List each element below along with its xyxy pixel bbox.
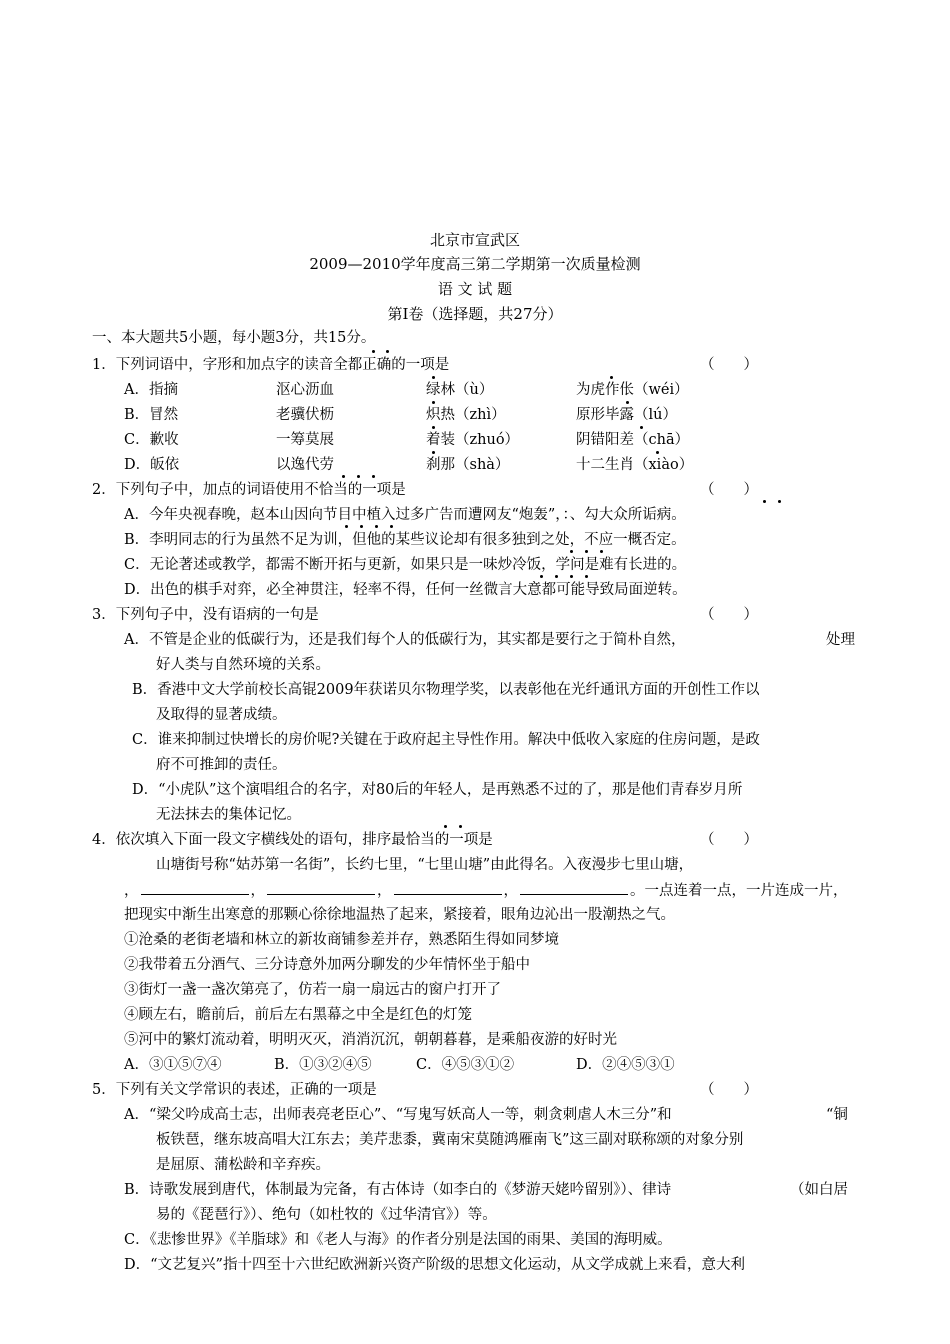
q1-option-b xyxy=(124,403,724,427)
q2-stem: 2．下列句子中，加点的词语使用不恰当的一项是 xyxy=(92,482,406,498)
option-word: 为虎作伥（wéi） xyxy=(576,382,689,398)
q3-answer-blank: （ ） xyxy=(700,607,758,623)
q5-option-a: A．“梁父吟成高士志，出师表亮老臣心”、“写鬼写妖高人一等，刺贪刺虐人木三分”和 xyxy=(124,1107,672,1123)
emphasis-dot xyxy=(432,451,435,454)
district-title: 北京市宣武区 xyxy=(429,231,520,249)
choice-b: B．①③②④⑤ xyxy=(274,1057,372,1073)
emphasis-dot xyxy=(432,426,435,429)
choice-a: A．③①⑤⑦④ xyxy=(124,1057,222,1073)
emphasis-dot xyxy=(375,525,378,528)
q4-sentence-3: ③街灯一盏一盏次第亮了，仿若一扇一扇远古的窗户打开了 xyxy=(124,982,501,998)
option-word: 刹那（shà） xyxy=(426,457,510,473)
emphasis-dot xyxy=(555,575,558,578)
emphasis-dot xyxy=(357,475,360,478)
q5-option-c: C．《悲惨世界》《羊脂球》和《老人与海》的作者分别是法国的雨果、美国的海明威。 xyxy=(124,1232,672,1248)
emphasis-dot xyxy=(386,350,389,353)
q1-stem: 1．下列词语中，字形和加点字的读音全都正确的一项是 xyxy=(92,357,450,373)
option-word: 沤心沥血 xyxy=(276,382,334,398)
q1-option-c xyxy=(124,428,724,452)
fill-blank xyxy=(394,878,502,895)
q5-answer-blank: （ ） xyxy=(700,1082,758,1098)
emphasis-dot xyxy=(585,550,588,553)
emphasis-dot xyxy=(432,401,435,404)
q3-option-d-cont: 无法抹去的集体记忆。 xyxy=(156,807,301,823)
option-label: C．歉收 xyxy=(124,432,179,448)
emphasis-dot xyxy=(600,550,603,553)
q3-option-a: A．不管是企业的低碳行为，还是我们每个人的低碳行为，其实都是要行之于简朴自然， xyxy=(124,632,686,648)
q4-sentence-5: ⑤河中的繁灯流动着，明明灭灭，消消沉沉，朝朝暮暮，是乘船夜游的好时光 xyxy=(124,1032,617,1048)
q4-sentence-1: ①沧桑的老街老墙和林立的新妆商铺参差并存，熟悉陌生得如同梦境 xyxy=(124,932,559,948)
q2-option-c: C．无论著述或教学，都需不断开拓与更新，如果只是一味炒冷饭，学问是难有长进的。 xyxy=(124,557,687,573)
q1-option-d xyxy=(124,453,724,477)
emphasis-dot xyxy=(763,500,766,503)
punct: ， xyxy=(503,883,518,899)
q5-option-b: B．诗歌发展到唐代，体制最为完备，有古体诗（如李白的《梦游天姥吟留别》）、律诗 xyxy=(124,1182,672,1198)
q5-option-a-cont2: 是屈原、蒲松龄和辛弃疾。 xyxy=(156,1157,330,1173)
q3-option-c-cont: 府不可推卸的责任。 xyxy=(156,757,287,773)
passage-text: 。一点连着一点，一片连成一片， xyxy=(630,883,848,899)
emphasis-dot xyxy=(570,575,573,578)
q5-option-a-tail: “铜 xyxy=(826,1107,848,1123)
option-label: B．冒然 xyxy=(124,407,179,423)
q1-answer-blank: （ ） xyxy=(700,357,758,373)
q3-option-b: B．香港中文大学前校长高锟2009年获诺贝尔物理学奖，以表彰他在光纤通讯方面的开创性工作以 xyxy=(132,682,760,698)
q4-passage-line1: 山塘街号称“姑苏第一名街”，长约七里，“七里山塘”由此得名。入夜漫步七里山塘， xyxy=(156,857,694,873)
emphasis-dot xyxy=(432,376,435,379)
option-label: D．皈依 xyxy=(124,457,180,473)
emphasis-dot xyxy=(360,525,363,528)
choice-d: D．②④⑤③① xyxy=(576,1057,675,1073)
punct: ， xyxy=(250,883,265,899)
option-word: 老骥伏枥 xyxy=(276,407,334,423)
q2-option-a: A．今年央视春晚，赵本山因向节目中植入过多广告而遭网友“炮轰”，：、勾大众所诟病。 xyxy=(124,507,686,523)
q3-option-b-cont: 及取得的显著成绩。 xyxy=(156,707,287,723)
q3-option-a-tail: 处理 xyxy=(826,632,855,648)
q2-option-d: D．出色的棋手对弈，必全神贯注，轻率不得，任何一丝微言大意都可能导致局面逆转。 xyxy=(124,582,687,598)
q4-sentence-2: ②我带着五分酒气、三分诗意外加两分聊发的少年情怀坐于船中 xyxy=(124,957,530,973)
emphasis-dot xyxy=(778,500,781,503)
q5-option-b-tail: （如白居 xyxy=(790,1182,848,1198)
fill-blank xyxy=(141,878,249,895)
emphasis-dot xyxy=(372,475,375,478)
option-word: 十二生肖（xiào） xyxy=(576,457,694,473)
fill-blank xyxy=(520,878,628,895)
option-word: 一筹莫展 xyxy=(276,432,334,448)
emphasis-dot xyxy=(372,350,375,353)
emphasis-dot xyxy=(610,376,613,379)
q4-answer-blank: （ ） xyxy=(700,832,758,848)
emphasis-dot xyxy=(342,475,345,478)
option-word: 以逸代劳 xyxy=(276,457,334,473)
subject-title: 语 文 试 题 xyxy=(437,280,513,298)
q5-option-b-cont: 易的《琵琶行》）、绝句（如杜牧的《过华清官》）等。 xyxy=(156,1207,497,1223)
q4-passage-line2 xyxy=(124,878,848,903)
emphasis-dot xyxy=(585,575,588,578)
volume-title: 第Ⅰ卷（选择题，共27分） xyxy=(387,305,563,323)
q3-option-c: C．谁来抑制过快增长的房价呢?关键在于政府起主导性作用。解决中低收入家庭的住房问题，是政 xyxy=(132,732,760,748)
option-word: 着装（zhuó） xyxy=(426,432,520,448)
q3-option-a-cont: 好人类与自然环境的关系。 xyxy=(156,657,330,673)
fill-blank xyxy=(267,878,375,895)
emphasis-dot xyxy=(444,825,447,828)
q3-option-d: D．“小虎队”这个演唱组合的名字，对80后的年轻人，是再熟悉不过的了，那是他们青春岁月所 xyxy=(132,782,743,798)
emphasis-dot xyxy=(459,825,462,828)
emphasis-dot xyxy=(626,401,629,404)
q5-option-d: D．“文艺复兴”指十四至十六世纪欧洲新兴资产阶级的思想文化运动，从文学成就上来看，意大利 xyxy=(124,1257,745,1273)
emphasis-dot xyxy=(640,426,643,429)
q3-stem: 3．下列句子中，没有语病的一句是 xyxy=(92,607,319,623)
option-word: 原形毕露（lú） xyxy=(576,407,677,423)
option-word: 阴错阳差（chā） xyxy=(576,432,690,448)
q1-option-a xyxy=(124,378,724,402)
option-word: 炽热（zhì） xyxy=(426,407,506,423)
q4-passage-line3: 把现实中渐生出寒意的那颗心徐徐地温热了起来，紧接着，眼角边沁出一股潮热之气。 xyxy=(124,907,675,923)
q2-option-b: B．李明同志的行为虽然不足为训，但他的某些议论却有很多独到之处，不应一概否定。 xyxy=(124,532,686,548)
q4-sentence-4: ④顾左右，瞻前后，前后左右黑幕之中全是红色的灯笼 xyxy=(124,1007,472,1023)
q2-answer-blank: （ ） xyxy=(700,482,758,498)
option-label: A．指摘 xyxy=(124,382,178,398)
section-heading: 一、本大题共5小题，每小题3分，共15分。 xyxy=(92,330,376,346)
emphasis-dot xyxy=(570,550,573,553)
emphasis-dot xyxy=(540,575,543,578)
q4-stem: 4．依次填入下面一段文字横线处的语句，排序最恰当的一项是 xyxy=(92,832,493,848)
punct: ， xyxy=(377,883,392,899)
punct: ， xyxy=(124,883,139,899)
choice-c: C．④⑤③①② xyxy=(416,1057,515,1073)
exam-title: 2009—2010学年度高三第二学期第一次质量检测 xyxy=(309,255,641,273)
q5-stem: 5．下列有关文学常识的表述，正确的一项是 xyxy=(92,1082,377,1098)
emphasis-dot xyxy=(345,525,348,528)
q5-option-a-cont: 板铁琶，继东坡高唱大江东去；美芹悲黍，冀南宋莫随鸿雁南飞”这三副对联称颂的对象分别 xyxy=(156,1132,744,1148)
emphasis-dot xyxy=(656,451,659,454)
q4-choices xyxy=(124,1053,724,1077)
option-word: 绿林（ù） xyxy=(426,382,494,398)
emphasis-dot xyxy=(390,525,393,528)
